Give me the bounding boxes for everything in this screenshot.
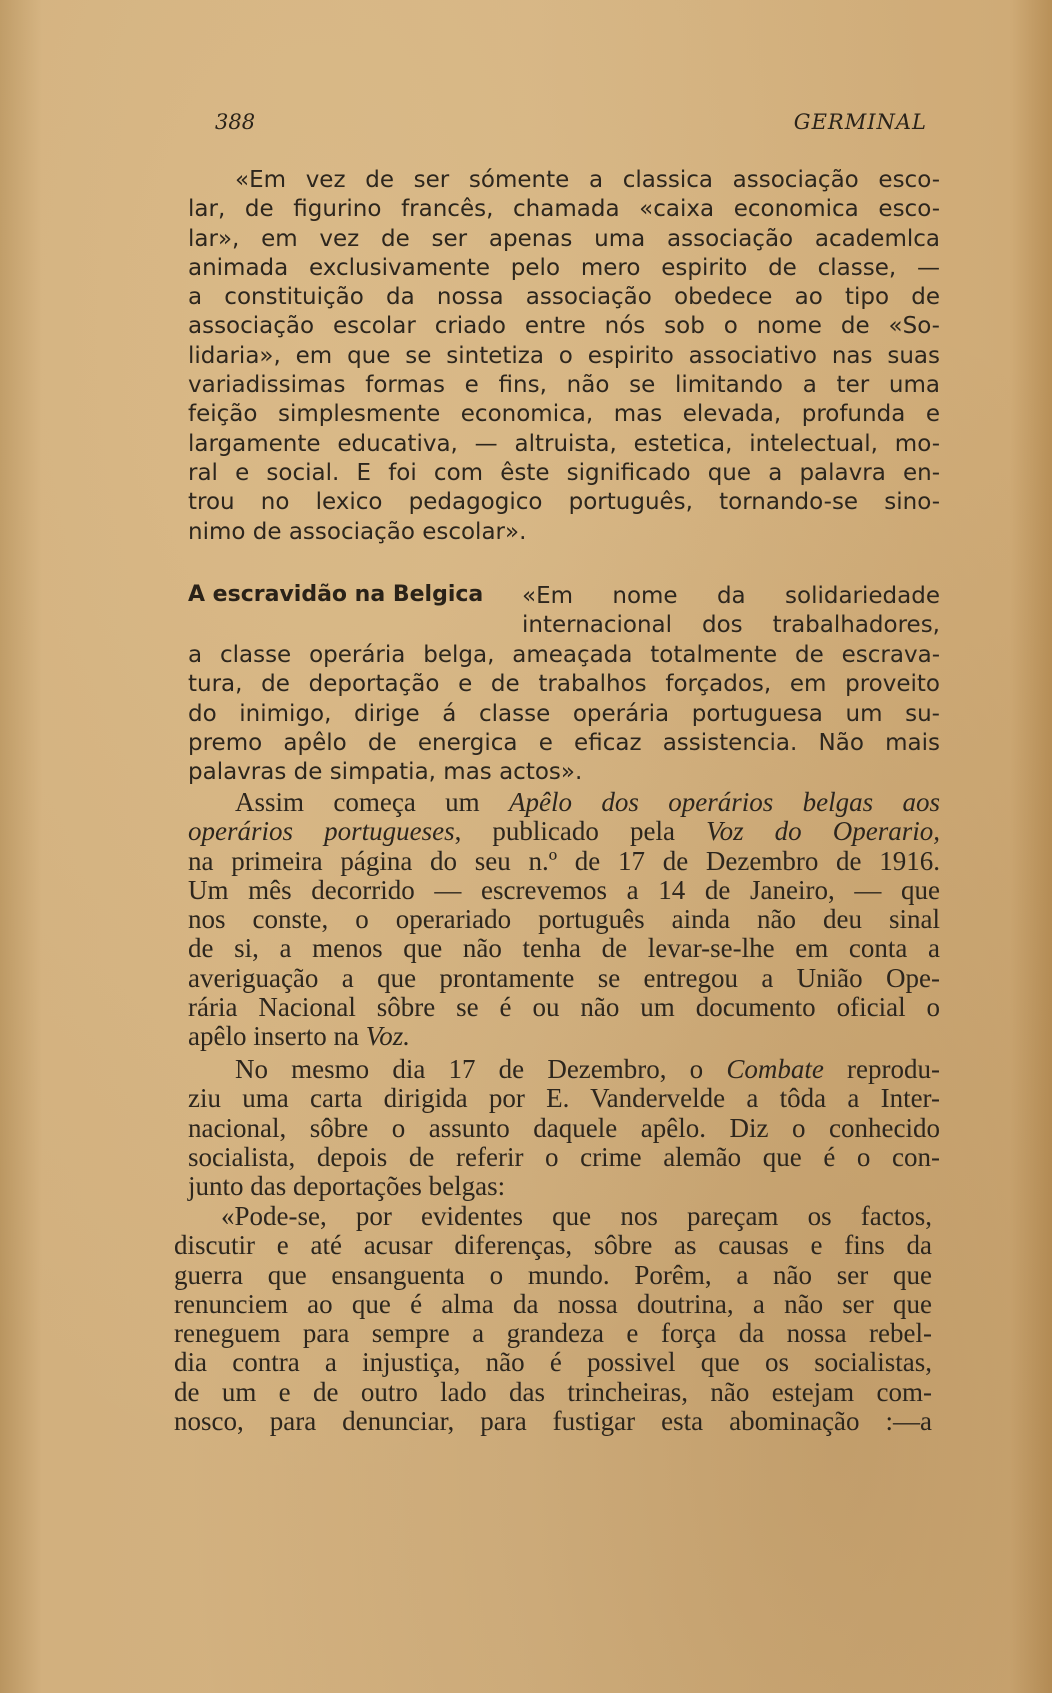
text-line: a classe operária belga, ameaçada totalmente de escrava- xyxy=(188,642,940,668)
page-number: 388 xyxy=(215,110,256,134)
text-line: rária Nacional sôbre se é ou não um documento oficial o xyxy=(188,992,940,1023)
text-line: dia contra a injustiça, não é possivel que os socialistas, xyxy=(174,1347,932,1378)
text-line: discutir e até acusar diferenças, sôbre as causas e fins da xyxy=(174,1230,932,1261)
text-line: de si, a menos que não tenha de levar-se-lhe em conta a xyxy=(188,933,940,964)
text-run: Assim começa um xyxy=(235,787,510,817)
text-line: «Em vez de ser sómente a classica associação esco- xyxy=(235,167,940,193)
paragraph-quote-association xyxy=(188,166,940,547)
text-line: do inimigo, dirige á classe operária portuguesa um su- xyxy=(188,700,940,727)
italic-title: Apêlo dos operários belgas aos xyxy=(509,787,940,817)
text-line: nos conste, o operariado português ainda não deu sinal xyxy=(188,904,940,935)
text-line: socialista, depois de referir o crime alemão que é o con- xyxy=(188,1141,940,1172)
text-line: renunciem ao que é alma da nossa doutrina, a não ser que xyxy=(174,1288,932,1319)
text-run: , publicado pela xyxy=(454,816,707,847)
text-line: internacional dos trabalhadores, xyxy=(522,612,940,639)
italic-title: Combate xyxy=(726,1054,824,1084)
text-line: Um mês decorrido — escrevemos a 14 de Janeiro, — que xyxy=(188,874,940,905)
text-line: trou no lexico pedagogico português, tornando-se sino- xyxy=(188,489,940,516)
text-line: «Pode-se, por evidentes que nos pareçam os factos, xyxy=(221,1201,932,1231)
text-line: feição simplesmente economica, mas elevada, profunda e xyxy=(188,401,940,428)
text-run: apêlo inserto na xyxy=(188,1021,366,1052)
text-line: junto das deportações belgas: xyxy=(188,1171,506,1202)
text-line: «Em nome da solidariedade xyxy=(522,583,940,609)
running-header xyxy=(215,110,927,140)
italic-title: Voz. xyxy=(365,1021,410,1052)
paragraph-commentary xyxy=(188,788,940,1052)
text-line: nacional, sôbre o assunto daquele apêlo. Diz o conhecido xyxy=(188,1112,940,1143)
text-line xyxy=(188,788,940,817)
text-line: lar, de figurino francês, chamada «caixa economica esco- xyxy=(188,196,940,223)
text-run: reprodu- xyxy=(823,1054,940,1084)
paragraph-vandervelde xyxy=(188,1055,940,1201)
paragraph-appeal xyxy=(188,641,940,787)
text-line xyxy=(188,817,940,846)
text-line: a constituição da nossa associação obedece ao tipo de xyxy=(188,284,940,311)
text-line: na primeira página do seu n.º de 17 de Dezembro de 1916. xyxy=(188,845,940,876)
text-line: premo apêlo de energica e eficaz assistencia. Não mais xyxy=(188,729,940,756)
text-line xyxy=(188,1022,940,1051)
text-line: averiguação a que prontamente se entregou a União Ope- xyxy=(188,962,940,993)
text-line: animada exclusivamente pelo mero espirito de classe, — xyxy=(188,254,940,281)
text-line xyxy=(188,1055,940,1084)
text-line: associação escolar criado entre nós sob o nome de «So- xyxy=(188,313,940,340)
text-line: lidaria», em que se sintetiza o espirito associativo nas suas xyxy=(188,342,940,369)
text-line: lar», em vez de ser apenas uma associação academlca xyxy=(188,225,940,252)
paragraph-quote-socialists xyxy=(174,1202,932,1436)
text-line: guerra que ensanguenta o mundo. Porêm, a não ser que xyxy=(174,1259,932,1290)
italic-title: operários portugueses xyxy=(188,816,455,847)
text-line: palavras de simpatia, mas actos». xyxy=(188,759,583,786)
text-line: ral e social. E foi com êste significado que a palavra en- xyxy=(188,459,940,486)
text-line: ziu uma carta dirigida por E. Vandervelde a tôda a Inter- xyxy=(188,1083,940,1114)
text-line: tura, de deportação e de trabalhos forçados, em proveito xyxy=(188,671,940,698)
section-heading: A escravidão na Belgica xyxy=(188,582,484,607)
text-run: No mesmo dia 17 de Dezembro, o xyxy=(235,1054,727,1084)
section-opening-lines xyxy=(522,582,940,641)
text-line: largamente educativa, — altruista, estetica, intelectual, mo- xyxy=(188,430,940,457)
text-line: nosco, para denunciar, para fustigar esta abominação :—a xyxy=(174,1406,932,1437)
text-line: variadissimas formas e fins, não se limitando a ter uma xyxy=(188,372,940,399)
running-title: GERMINAL xyxy=(793,110,927,134)
text-line: de um e de outro lado das trincheiras, não estejam com- xyxy=(174,1376,932,1407)
text-line: reneguem para sempre a grandeza e força da nossa rebel- xyxy=(174,1318,932,1349)
text-line: nimo de associação escolar». xyxy=(188,518,527,545)
italic-title: Voz do Operario, xyxy=(706,816,940,847)
